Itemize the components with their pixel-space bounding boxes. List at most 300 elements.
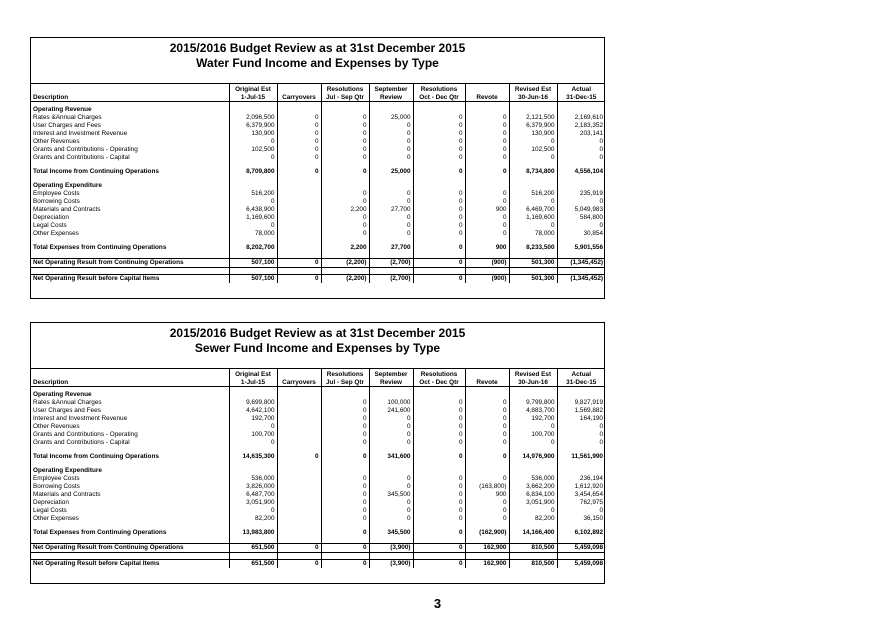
value-cell: 100,000 (369, 399, 413, 407)
section-heading: Operating Revenue (33, 391, 92, 398)
column-header-text: Revote (476, 378, 498, 386)
value-cell: 810,500 (509, 560, 557, 569)
column-header-text: Actual (571, 86, 592, 93)
row-label: Grants and Contributions - Operating (33, 146, 138, 153)
value-cell (277, 206, 321, 214)
total-income-row (31, 168, 605, 176)
value-cell: 0 (413, 130, 465, 138)
header-row (31, 369, 605, 387)
column-header-text: Resolutions (420, 86, 458, 93)
value-cell: 192,700 (229, 415, 277, 423)
sewer-title-line1: 2015/2016 Budget Review as at 31st December 2015 (169, 326, 466, 340)
column-header (321, 84, 369, 102)
column-header-text: Original Est (235, 371, 271, 378)
value-cell: 0 (369, 146, 413, 154)
value-cell: 102,500 (509, 146, 557, 154)
value-cell: 0 (557, 138, 605, 146)
value-cell (277, 529, 321, 537)
row-label: Other Expenses (33, 230, 79, 237)
value-cell (277, 499, 321, 507)
value-cell: 0 (321, 114, 369, 122)
value-cell: 0 (557, 507, 605, 515)
value-cell: 0 (369, 230, 413, 238)
empty-cell (557, 182, 605, 190)
net-operating-result-row (31, 259, 605, 268)
empty-cell (229, 182, 277, 190)
table-row (31, 230, 605, 238)
value-cell: 762,975 (557, 499, 605, 507)
value-cell: 0 (321, 423, 369, 431)
section-heading: Operating Expenditure (33, 182, 102, 189)
value-cell: 0 (277, 154, 321, 162)
column-header-text: Jul - Sep Qtr (326, 93, 364, 101)
value-cell: 345,500 (369, 491, 413, 499)
value-cell: 0 (509, 138, 557, 146)
value-cell: 192,700 (509, 415, 557, 423)
value-cell: 0 (465, 122, 509, 130)
value-cell: 0 (465, 168, 509, 176)
empty-cell (509, 106, 557, 114)
value-cell: 0 (557, 198, 605, 206)
empty-cell (321, 391, 369, 399)
table-row (31, 222, 605, 230)
empty-cell (465, 467, 509, 475)
section-heading: Operating Expenditure (33, 467, 102, 474)
value-cell: 0 (369, 499, 413, 507)
value-cell: 0 (465, 222, 509, 230)
value-cell: 0 (557, 222, 605, 230)
table-row (31, 399, 605, 407)
value-cell (277, 222, 321, 230)
value-cell: 27,700 (369, 206, 413, 214)
value-cell: 3,051,900 (509, 499, 557, 507)
value-cell: 0 (369, 214, 413, 222)
row-label: Materials and Contracts (33, 206, 101, 213)
value-cell: 6,379,900 (509, 122, 557, 130)
value-cell: 0 (321, 190, 369, 198)
column-header-text: 31-Dec-15 (566, 93, 597, 101)
row-label: Depreciation (33, 499, 69, 506)
empty-cell (277, 467, 321, 475)
value-cell: 0 (413, 483, 465, 491)
value-cell: 0 (321, 529, 369, 537)
value-cell: 6,834,100 (509, 491, 557, 499)
column-header-text: Carryovers (282, 93, 316, 101)
value-cell: 0 (229, 154, 277, 162)
empty-cell (557, 391, 605, 399)
value-cell: 1,612,920 (557, 483, 605, 491)
row-label: Total Expenses from Continuing Operations (33, 529, 167, 536)
value-cell: 0 (413, 423, 465, 431)
value-cell: 0 (465, 439, 509, 447)
value-cell: 0 (413, 259, 465, 268)
value-cell: 0 (413, 560, 465, 569)
table-row (31, 431, 605, 439)
value-cell (277, 415, 321, 423)
spacer-cell (557, 268, 605, 275)
water-title-line2: Water Fund Income and Expenses by Type (196, 56, 439, 70)
value-cell: 0 (277, 130, 321, 138)
column-header (557, 369, 605, 387)
value-cell (277, 431, 321, 439)
value-cell: 0 (369, 507, 413, 515)
value-cell: 0 (465, 138, 509, 146)
value-cell: 0 (321, 515, 369, 523)
column-header-text: Carryovers (282, 378, 316, 386)
value-cell: 0 (321, 560, 369, 569)
table-row (31, 499, 605, 507)
column-header-text: Jul - Sep Qtr (326, 378, 364, 386)
spacer-cell (369, 268, 413, 275)
value-cell: 14,166,400 (509, 529, 557, 537)
value-cell: 0 (277, 122, 321, 130)
row-label: Borrowing Costs (33, 198, 80, 205)
spacer-cell (31, 268, 229, 275)
table-row (31, 423, 605, 431)
value-cell: 4,642,100 (229, 407, 277, 415)
spacer-cell (321, 268, 369, 275)
row-label: Other Expenses (33, 515, 79, 522)
empty-cell (229, 467, 277, 475)
value-cell: 236,194 (557, 475, 605, 483)
value-cell: 0 (369, 190, 413, 198)
value-cell: 0 (465, 190, 509, 198)
spacer-cell (465, 553, 509, 560)
value-cell: 0 (321, 499, 369, 507)
row-label: Depreciation (33, 214, 69, 221)
value-cell: 100,700 (229, 431, 277, 439)
sewer-title-line2: Sewer Fund Income and Expenses by Type (194, 341, 441, 355)
value-cell: 900 (465, 491, 509, 499)
value-cell: 78,000 (509, 230, 557, 238)
value-cell: 0 (557, 431, 605, 439)
value-cell: 25,000 (369, 168, 413, 176)
value-cell: 0 (465, 453, 509, 461)
value-cell: 0 (465, 130, 509, 138)
value-cell: 0 (277, 138, 321, 146)
empty-cell (465, 106, 509, 114)
column-header-text: 1-Jul-15 (240, 378, 266, 386)
value-cell: 102,500 (229, 146, 277, 154)
table-row (31, 407, 605, 415)
value-cell: 82,200 (229, 515, 277, 523)
column-header (509, 84, 557, 102)
value-cell: 25,000 (369, 114, 413, 122)
table-row (31, 475, 605, 483)
row-label: Materials and Contracts (33, 491, 101, 498)
total-expenses-row (31, 244, 605, 252)
column-header (31, 369, 229, 387)
value-cell: 0 (413, 415, 465, 423)
net-before-capital-row (31, 275, 605, 284)
value-cell: 0 (321, 483, 369, 491)
value-cell: 0 (557, 423, 605, 431)
value-cell: 0 (321, 439, 369, 447)
sewer-fund-table (31, 368, 605, 568)
column-header-text: Revised Est (514, 86, 552, 93)
net-operating-result-row (31, 544, 605, 553)
spacer-cell (277, 553, 321, 560)
value-cell (277, 475, 321, 483)
value-cell: (2,200) (321, 259, 369, 268)
value-cell: 0 (413, 439, 465, 447)
value-cell: 0 (277, 560, 321, 569)
value-cell: 0 (321, 214, 369, 222)
empty-cell (369, 467, 413, 475)
value-cell: 0 (465, 507, 509, 515)
value-cell: 0 (413, 154, 465, 162)
value-cell: 341,600 (369, 453, 413, 461)
total-income-row (31, 453, 605, 461)
value-cell: 0 (229, 439, 277, 447)
value-cell: 82,200 (509, 515, 557, 523)
value-cell (277, 214, 321, 222)
value-cell: 36,150 (557, 515, 605, 523)
empty-cell (465, 182, 509, 190)
spacer-row (31, 268, 605, 275)
value-cell: 0 (369, 415, 413, 423)
value-cell: 0 (413, 222, 465, 230)
column-header-text: 1-Jul-15 (240, 93, 266, 101)
value-cell: 4,556,104 (557, 168, 605, 176)
value-cell: 0 (369, 198, 413, 206)
spacer-cell (229, 553, 277, 560)
empty-cell (413, 391, 465, 399)
value-cell: 0 (413, 507, 465, 515)
value-cell (277, 483, 321, 491)
value-cell: 0 (369, 483, 413, 491)
table-row (31, 154, 605, 162)
column-header (31, 84, 229, 102)
value-cell: 0 (369, 130, 413, 138)
value-cell: 0 (321, 138, 369, 146)
value-cell: 536,000 (229, 475, 277, 483)
value-cell: 1,569,882 (557, 407, 605, 415)
value-cell: 651,500 (229, 544, 277, 553)
value-cell: 0 (465, 499, 509, 507)
row-label: Grants and Contributions - Operating (33, 431, 138, 438)
value-cell: 0 (369, 138, 413, 146)
column-header-text: Review (379, 93, 403, 101)
value-cell: 14,635,300 (229, 453, 277, 461)
column-header-text: Description (33, 378, 69, 386)
value-cell: 6,438,900 (229, 206, 277, 214)
value-cell: 203,141 (557, 130, 605, 138)
value-cell: 30,854 (557, 230, 605, 238)
row-label: Grants and Contributions - Capital (33, 154, 130, 161)
value-cell: 5,459,098 (557, 544, 605, 553)
value-cell: 0 (557, 146, 605, 154)
row-label: Rates &Annual Charges (33, 114, 102, 121)
column-header-text: Review (379, 378, 403, 386)
value-cell: (162,900) (465, 529, 509, 537)
value-cell: 0 (509, 154, 557, 162)
column-header-text: Actual (571, 371, 592, 378)
empty-cell (321, 467, 369, 475)
value-cell: 0 (465, 407, 509, 415)
value-cell: 0 (413, 453, 465, 461)
value-cell: 0 (229, 423, 277, 431)
empty-cell (369, 391, 413, 399)
value-cell: 0 (321, 122, 369, 130)
column-header (413, 369, 465, 387)
spacer-cell (557, 553, 605, 560)
value-cell: 0 (321, 146, 369, 154)
value-cell: 0 (321, 431, 369, 439)
value-cell: 241,600 (369, 407, 413, 415)
value-cell: (1,345,452) (557, 275, 605, 284)
value-cell: 0 (413, 214, 465, 222)
value-cell: 0 (277, 146, 321, 154)
value-cell: 2,096,500 (229, 114, 277, 122)
section-heading: Operating Revenue (33, 106, 92, 113)
value-cell: 0 (369, 154, 413, 162)
value-cell: 0 (229, 198, 277, 206)
value-cell (277, 244, 321, 252)
column-header-text: Resolutions (326, 86, 364, 93)
water-fund-title (31, 38, 604, 71)
value-cell: 5,049,983 (557, 206, 605, 214)
value-cell (277, 507, 321, 515)
empty-cell (509, 391, 557, 399)
table-row (31, 483, 605, 491)
value-cell: 0 (413, 244, 465, 252)
value-cell: 5,901,556 (557, 244, 605, 252)
value-cell: 0 (509, 222, 557, 230)
value-cell: 0 (413, 491, 465, 499)
empty-cell (413, 182, 465, 190)
empty-cell (277, 106, 321, 114)
column-header (509, 369, 557, 387)
spacer-cell (413, 268, 465, 275)
table-row (31, 122, 605, 130)
value-cell: 0 (413, 230, 465, 238)
spacer-cell (229, 268, 277, 275)
value-cell: 0 (277, 544, 321, 553)
value-cell: 0 (277, 168, 321, 176)
row-label: Total Income from Continuing Operations (33, 168, 159, 175)
row-label: Other Revenues (33, 423, 80, 430)
value-cell: 100,700 (509, 431, 557, 439)
value-cell: 162,900 (465, 544, 509, 553)
value-cell: 2,121,500 (509, 114, 557, 122)
value-cell: 0 (465, 214, 509, 222)
value-cell: 162,900 (465, 560, 509, 569)
total-expenses-row (31, 529, 605, 537)
row-label: Total Income from Continuing Operations (33, 453, 159, 460)
empty-cell (413, 467, 465, 475)
value-cell: 3,051,900 (229, 499, 277, 507)
value-cell: 0 (369, 515, 413, 523)
spacer-cell (509, 268, 557, 275)
spacer-row (31, 553, 605, 560)
water-fund-table (31, 83, 605, 283)
sewer-fund-title (31, 323, 604, 356)
value-cell (277, 423, 321, 431)
row-label: Borrowing Costs (33, 483, 80, 490)
value-cell: 0 (321, 230, 369, 238)
net-before-capital-row (31, 560, 605, 569)
row-label: Grants and Contributions - Capital (33, 439, 130, 446)
column-header (413, 84, 465, 102)
value-cell: 78,000 (229, 230, 277, 238)
value-cell: 0 (321, 407, 369, 415)
value-cell: 0 (413, 529, 465, 537)
table-row (31, 114, 605, 122)
empty-cell (369, 106, 413, 114)
value-cell: 507,100 (229, 275, 277, 284)
value-cell: 235,919 (557, 190, 605, 198)
empty-cell (229, 391, 277, 399)
value-cell: 9,799,800 (509, 399, 557, 407)
value-cell: 0 (369, 431, 413, 439)
value-cell: 0 (465, 198, 509, 206)
empty-cell (321, 182, 369, 190)
value-cell: 0 (413, 146, 465, 154)
row-label: Total Expenses from Continuing Operations (33, 244, 167, 251)
value-cell (277, 399, 321, 407)
row-label: Legal Costs (33, 507, 67, 514)
value-cell: 0 (509, 423, 557, 431)
row-label: Other Revenues (33, 138, 80, 145)
value-cell: 0 (321, 222, 369, 230)
section-heading-row (31, 391, 605, 399)
value-cell: (900) (465, 259, 509, 268)
column-header (277, 369, 321, 387)
value-cell: 1,169,600 (509, 214, 557, 222)
table-row (31, 206, 605, 214)
value-cell: (2,700) (369, 275, 413, 284)
value-cell: 130,900 (229, 130, 277, 138)
empty-cell (557, 106, 605, 114)
value-cell: 9,827,919 (557, 399, 605, 407)
value-cell: 14,976,900 (509, 453, 557, 461)
value-cell: 0 (369, 222, 413, 230)
spacer-cell (369, 553, 413, 560)
value-cell: 0 (509, 439, 557, 447)
value-cell: 501,300 (509, 259, 557, 268)
empty-cell (277, 391, 321, 399)
value-cell: 8,709,800 (229, 168, 277, 176)
empty-cell (369, 182, 413, 190)
value-cell: 0 (369, 439, 413, 447)
spacer-cell (321, 553, 369, 560)
value-cell: 900 (465, 244, 509, 252)
sewer-fund-panel (30, 322, 605, 584)
value-cell: 0 (321, 475, 369, 483)
value-cell: 0 (413, 275, 465, 284)
value-cell: 0 (465, 475, 509, 483)
value-cell: 8,233,500 (509, 244, 557, 252)
section-heading-row (31, 467, 605, 475)
value-cell: 0 (277, 114, 321, 122)
column-header-text: Description (33, 93, 69, 101)
value-cell: 3,662,200 (509, 483, 557, 491)
value-cell: 27,700 (369, 244, 413, 252)
spacer-cell (31, 553, 229, 560)
table-row (31, 415, 605, 423)
column-header (229, 369, 277, 387)
table-row (31, 146, 605, 154)
row-label: Interest and Investment Revenue (33, 415, 128, 422)
value-cell: 0 (277, 453, 321, 461)
value-cell: 0 (321, 544, 369, 553)
value-cell: 8,734,800 (509, 168, 557, 176)
value-cell: (163,800) (465, 483, 509, 491)
column-header-text: Oct - Dec Qtr (419, 378, 459, 386)
value-cell: 164,190 (557, 415, 605, 423)
row-label: Net Operating Result before Capital Items (31, 275, 229, 284)
